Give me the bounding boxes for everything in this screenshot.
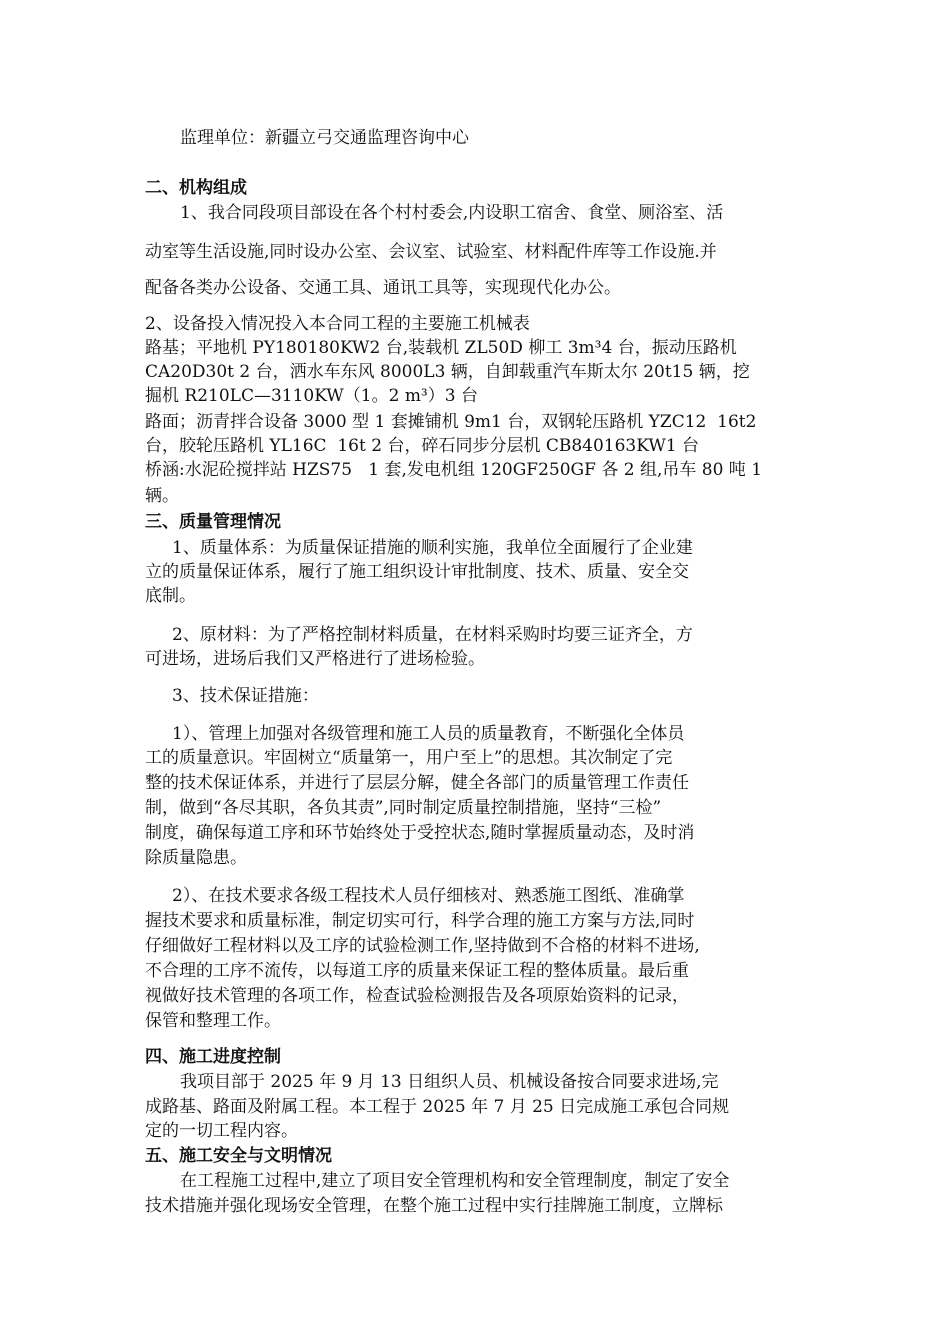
paragraph-line: 定的一切工程内容。 xyxy=(145,1121,298,1141)
paragraph-line: 辆。 xyxy=(145,486,179,506)
paragraph-line: 制度，确保每道工序和环节始终处于受控状态,随时掌握质量动态，及时消 xyxy=(145,823,695,843)
paragraph-line: 配备各类办公设备、交通工具、通讯工具等，实现现代化办公。 xyxy=(145,278,621,298)
paragraph-line: 动室等生活设施,同时设办公室、会议室、试验室、材料配件库等工作设施.并 xyxy=(145,242,717,262)
paragraph-line: 整的技术保证体系，并进行了层层分解，健全各部门的质量管理工作责任 xyxy=(145,773,689,793)
paragraph-line: 不合理的工序不流传，以每道工序的质量来保证工程的整体质量。最后重 xyxy=(145,961,689,981)
paragraph-line: 掘机 R210LC—3110KW（1。2 m³）3 台 xyxy=(145,386,478,406)
paragraph-line: 技术措施并强化现场安全管理，在整个施工过程中实行挂牌施工制度，立牌标 xyxy=(145,1196,723,1216)
paragraph-line: 桥涵:水泥砼搅拌站 HZS75 1 套,发电机组 120GF250GF 各 2 组,吊车 80 吨 1 xyxy=(145,460,763,480)
paragraph-line: 1、质量体系：为质量保证措施的顺利实施，我单位全面履行了企业建 xyxy=(172,538,693,558)
paragraph-line: 我项目部于 2025 年 9 月 13 日组织人员、机械设备按合同要求进场,完 xyxy=(180,1072,719,1092)
paragraph-line: 成路基、路面及附属工程。本工程于 2025 年 7 月 25 日完成施工承包合同规 xyxy=(145,1097,730,1117)
section-heading-progress: 四、施工进度控制 xyxy=(145,1047,281,1067)
paragraph-line: 在工程施工过程中,建立了项目安全管理机构和安全管理制度，制定了安全 xyxy=(180,1171,730,1191)
supervision-unit-line: 监理单位：新疆立弓交通监理咨询中心 xyxy=(180,128,469,148)
paragraph-line: 1、我合同段项目部设在各个村村委会,内设职工宿舍、食堂、厕浴室、活 xyxy=(180,203,724,223)
paragraph-line: 底制。 xyxy=(145,586,196,606)
paragraph-line: 制，做到“各尽其职，各负其责”,同时制定质量控制措施，坚持“三检” xyxy=(145,798,662,818)
paragraph-line: 握技术要求和质量标准，制定切实可行，科学合理的施工方案与方法,同时 xyxy=(145,911,695,931)
section-heading-organization: 二、机构组成 xyxy=(145,178,247,198)
paragraph-line: 台，胶轮压路机 YL16C 16t 2 台，碎石同步分层机 CB840163KW1 台 xyxy=(145,436,700,456)
paragraph-line: 可进场，进场后我们又严格进行了进场检验。 xyxy=(145,649,485,669)
paragraph-line: 仔细做好工程材料以及工序的试验检测工作,坚持做到不合格的材料不进场, xyxy=(145,936,700,956)
section-heading-quality: 三、质量管理情况 xyxy=(145,512,281,532)
section-heading-safety: 五、施工安全与文明情况 xyxy=(145,1146,332,1166)
paragraph-line: 路基；平地机 PY180180KW2 台,装载机 ZL50D 柳工 3m³4 台，振动压路机 xyxy=(145,338,737,358)
paragraph-line: 视做好技术管理的各项工作，检查试验检测报告及各项原始资料的记录， xyxy=(145,986,689,1006)
paragraph-line: 1）、管理上加强对各级管理和施工人员的质量教育，不断强化全体员 xyxy=(172,724,685,744)
paragraph-line: 3、技术保证措施： xyxy=(172,686,319,706)
paragraph-line: 2、原材料：为了严格控制材料质量，在材料采购时均要三证齐全，方 xyxy=(172,625,693,645)
paragraph-line: 除质量隐患。 xyxy=(145,848,247,868)
paragraph-line: CA20D30t 2 台，洒水车东风 8000L3 辆，自卸载重汽车斯太尔 20t15 辆，挖 xyxy=(145,362,750,382)
paragraph-line: 2、设备投入情况投入本合同工程的主要施工机械表 xyxy=(145,314,530,334)
paragraph-line: 立的质量保证体系，履行了施工组织设计审批制度、技术、质量、安全交 xyxy=(145,562,689,582)
paragraph-line: 工的质量意识。牢固树立“质量第一，用户至上”的思想。其次制定了完 xyxy=(145,748,673,768)
paragraph-line: 保管和整理工作。 xyxy=(145,1011,281,1031)
paragraph-line: 路面；沥青拌合设备 3000 型 1 套摊铺机 9m1 台，双钢轮压路机 YZC12 16t2 xyxy=(145,412,757,432)
paragraph-line: 2）、在技术要求各级工程技术人员仔细核对、熟悉施工图纸、准确掌 xyxy=(172,886,685,906)
